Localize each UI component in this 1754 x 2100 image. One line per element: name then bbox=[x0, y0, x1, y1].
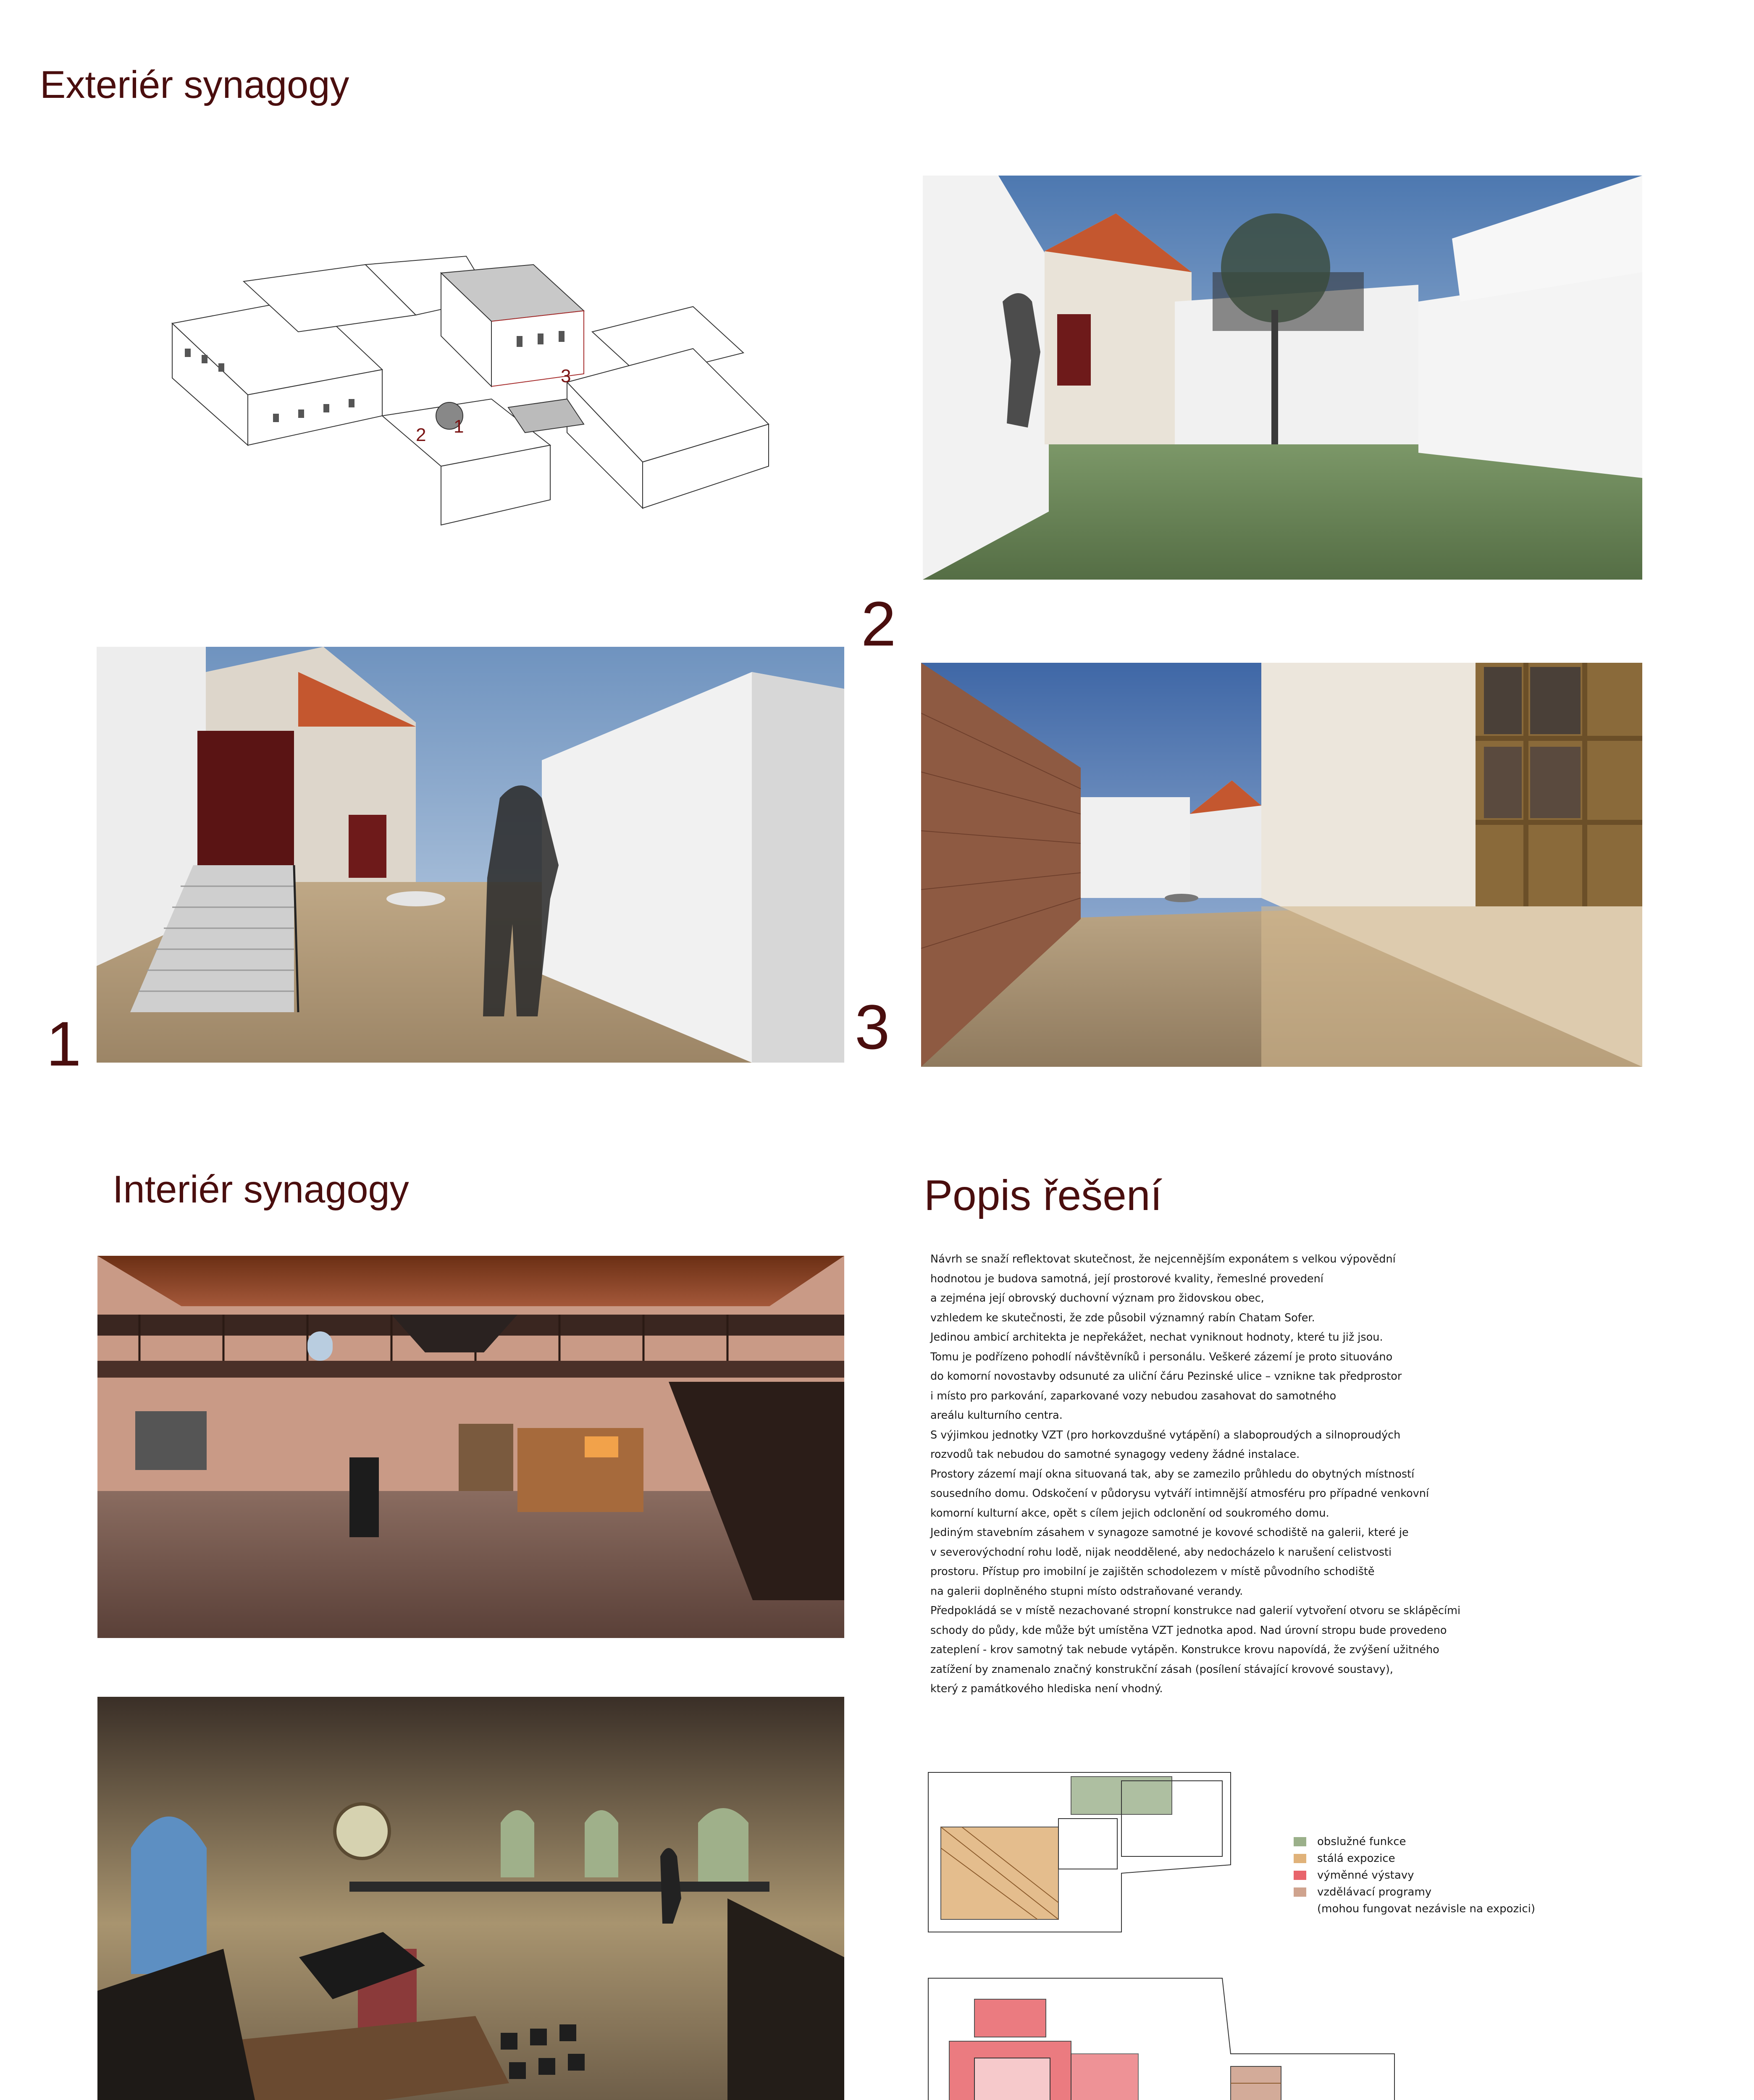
description-line: do komorní novostavby odsunuté za uliční čáru Pezinské ulice – vznikne tak předprostor bbox=[930, 1370, 1402, 1383]
description-line: Jediným stavebním zásahem v synagoze samotné je kovové schodiště na galerii, které je bbox=[930, 1526, 1409, 1539]
description-line: Návrh se snaží reflektovat skutečnost, že nejcennějším exponátem s velkou výpovědní bbox=[930, 1253, 1396, 1265]
description-line: schody do půdy, kde může být umístěna VZT jednotka apod. Nad úrovní stropu bude provedeno bbox=[930, 1624, 1447, 1637]
upper-floor-plan bbox=[920, 1970, 1403, 2100]
exterior-render-2 bbox=[923, 176, 1642, 580]
view-number-3: 3 bbox=[855, 992, 890, 1062]
legend-label: stálá expozice bbox=[1317, 1852, 1395, 1865]
interior-title: Interiér synagogy bbox=[113, 1168, 409, 1211]
description-line: hodnotou je budova samotná, její prostorové kvality, řemeslné provedení bbox=[930, 1272, 1323, 1285]
legend-item-service bbox=[1294, 1835, 1406, 1848]
description-line: rozvodů tak nebudou do samotné synagogy vedeny žádné instalace. bbox=[930, 1448, 1300, 1461]
description-line: Tomu je podřízeno pohodlí návštěvníků i personálu. Veškeré zázemí je proto situováno bbox=[930, 1350, 1393, 1363]
description-line: zateplení - krov samotný tak nebude vytápěn. Konstrukce krovu napovídá, že zvýšení užitného bbox=[930, 1643, 1439, 1656]
legend-swatch bbox=[1294, 1871, 1306, 1880]
description-line: Jedinou ambicí architekta je nepřekážet, nechat vyniknout hodnoty, které tu již jsou. bbox=[930, 1331, 1383, 1344]
axonometric-marker-3: 3 bbox=[561, 366, 571, 386]
description-line: zatížení by znamenalo značný konstrukční zásah (posílení stávající krovové soustavy), bbox=[930, 1663, 1393, 1676]
description-line: na galerii doplněného stupni místo odstraňované verandy. bbox=[930, 1585, 1243, 1598]
description-line: který z památkového hlediska není vhodný. bbox=[930, 1683, 1163, 1695]
interior-render-gallery bbox=[97, 1256, 844, 1638]
legend-item-permanent bbox=[1294, 1852, 1395, 1865]
legend-label: obslužné funkce bbox=[1317, 1835, 1406, 1848]
description-line: a zejména její obrovský duchovní význam pro židovskou obec, bbox=[930, 1292, 1264, 1305]
description-line: prostoru. Přístup pro imobilní je zajištěn schodolezem v místě původního schodiště bbox=[930, 1565, 1375, 1578]
solution-title: Popis řešení bbox=[924, 1171, 1162, 1219]
ground-floor-plan bbox=[920, 1764, 1239, 1940]
legend-swatch bbox=[1294, 1854, 1306, 1863]
description-line: i místo pro parkování, zaparkované vozy nebudou zasahovat do samotného bbox=[930, 1389, 1337, 1402]
legend-note bbox=[1317, 1903, 1535, 1915]
description-line: vzhledem ke skutečnosti, že zde působil významný rabín Chatam Sofer. bbox=[930, 1311, 1315, 1324]
legend-item-exchange bbox=[1294, 1869, 1414, 1882]
axonometric-marker-2: 2 bbox=[416, 425, 426, 445]
view-number-1: 1 bbox=[46, 1008, 81, 1079]
legend-swatch bbox=[1294, 1837, 1306, 1846]
legend-item-education bbox=[1294, 1886, 1431, 1898]
description-line: areálu kulturního centra. bbox=[930, 1409, 1063, 1422]
legend-label: výměnné výstavy bbox=[1317, 1869, 1414, 1882]
description-line: komorní kulturní akce, opět s cílem jejich odclonění od soukromého domu. bbox=[930, 1507, 1329, 1520]
description-line: v severovýchodní rohu lodě, nijak neoddělené, aby nedocházelo k narušení celistvosti bbox=[930, 1546, 1392, 1559]
legend-swatch bbox=[1294, 1887, 1306, 1897]
legend-note-text: (mohou fungovat nezávisle na expozici) bbox=[1317, 1903, 1536, 1915]
description-line: Předpokládá se v místě nezachované stropní konstrukce nad galerií vytvoření otvoru se sklápěcími bbox=[930, 1604, 1461, 1617]
solution-description bbox=[930, 1250, 1460, 1699]
description-line: sousedního domu. Odskočení v půdorysu vytváří intimnější atmosféru pro případné venkovní bbox=[930, 1487, 1429, 1500]
exterior-render-1 bbox=[97, 647, 844, 1063]
exterior-render-3 bbox=[921, 663, 1642, 1067]
description-line: S výjimkou jednotky VZT (pro horkovzdušné vytápění) a slaboproudých a silnoproudých bbox=[930, 1428, 1401, 1441]
legend-label: vzdělávací programy bbox=[1317, 1886, 1432, 1898]
view-number-2: 2 bbox=[861, 588, 896, 659]
interior-render-hall bbox=[97, 1697, 844, 2100]
axonometric-marker-1: 1 bbox=[454, 416, 464, 437]
description-line: Prostory zázemí mají okna situovaná tak, aby se zamezilo průhledu do obytných místností bbox=[930, 1467, 1415, 1480]
axonometric-site-drawing bbox=[147, 248, 827, 542]
exterior-title: Exteriér synagogy bbox=[40, 63, 349, 106]
